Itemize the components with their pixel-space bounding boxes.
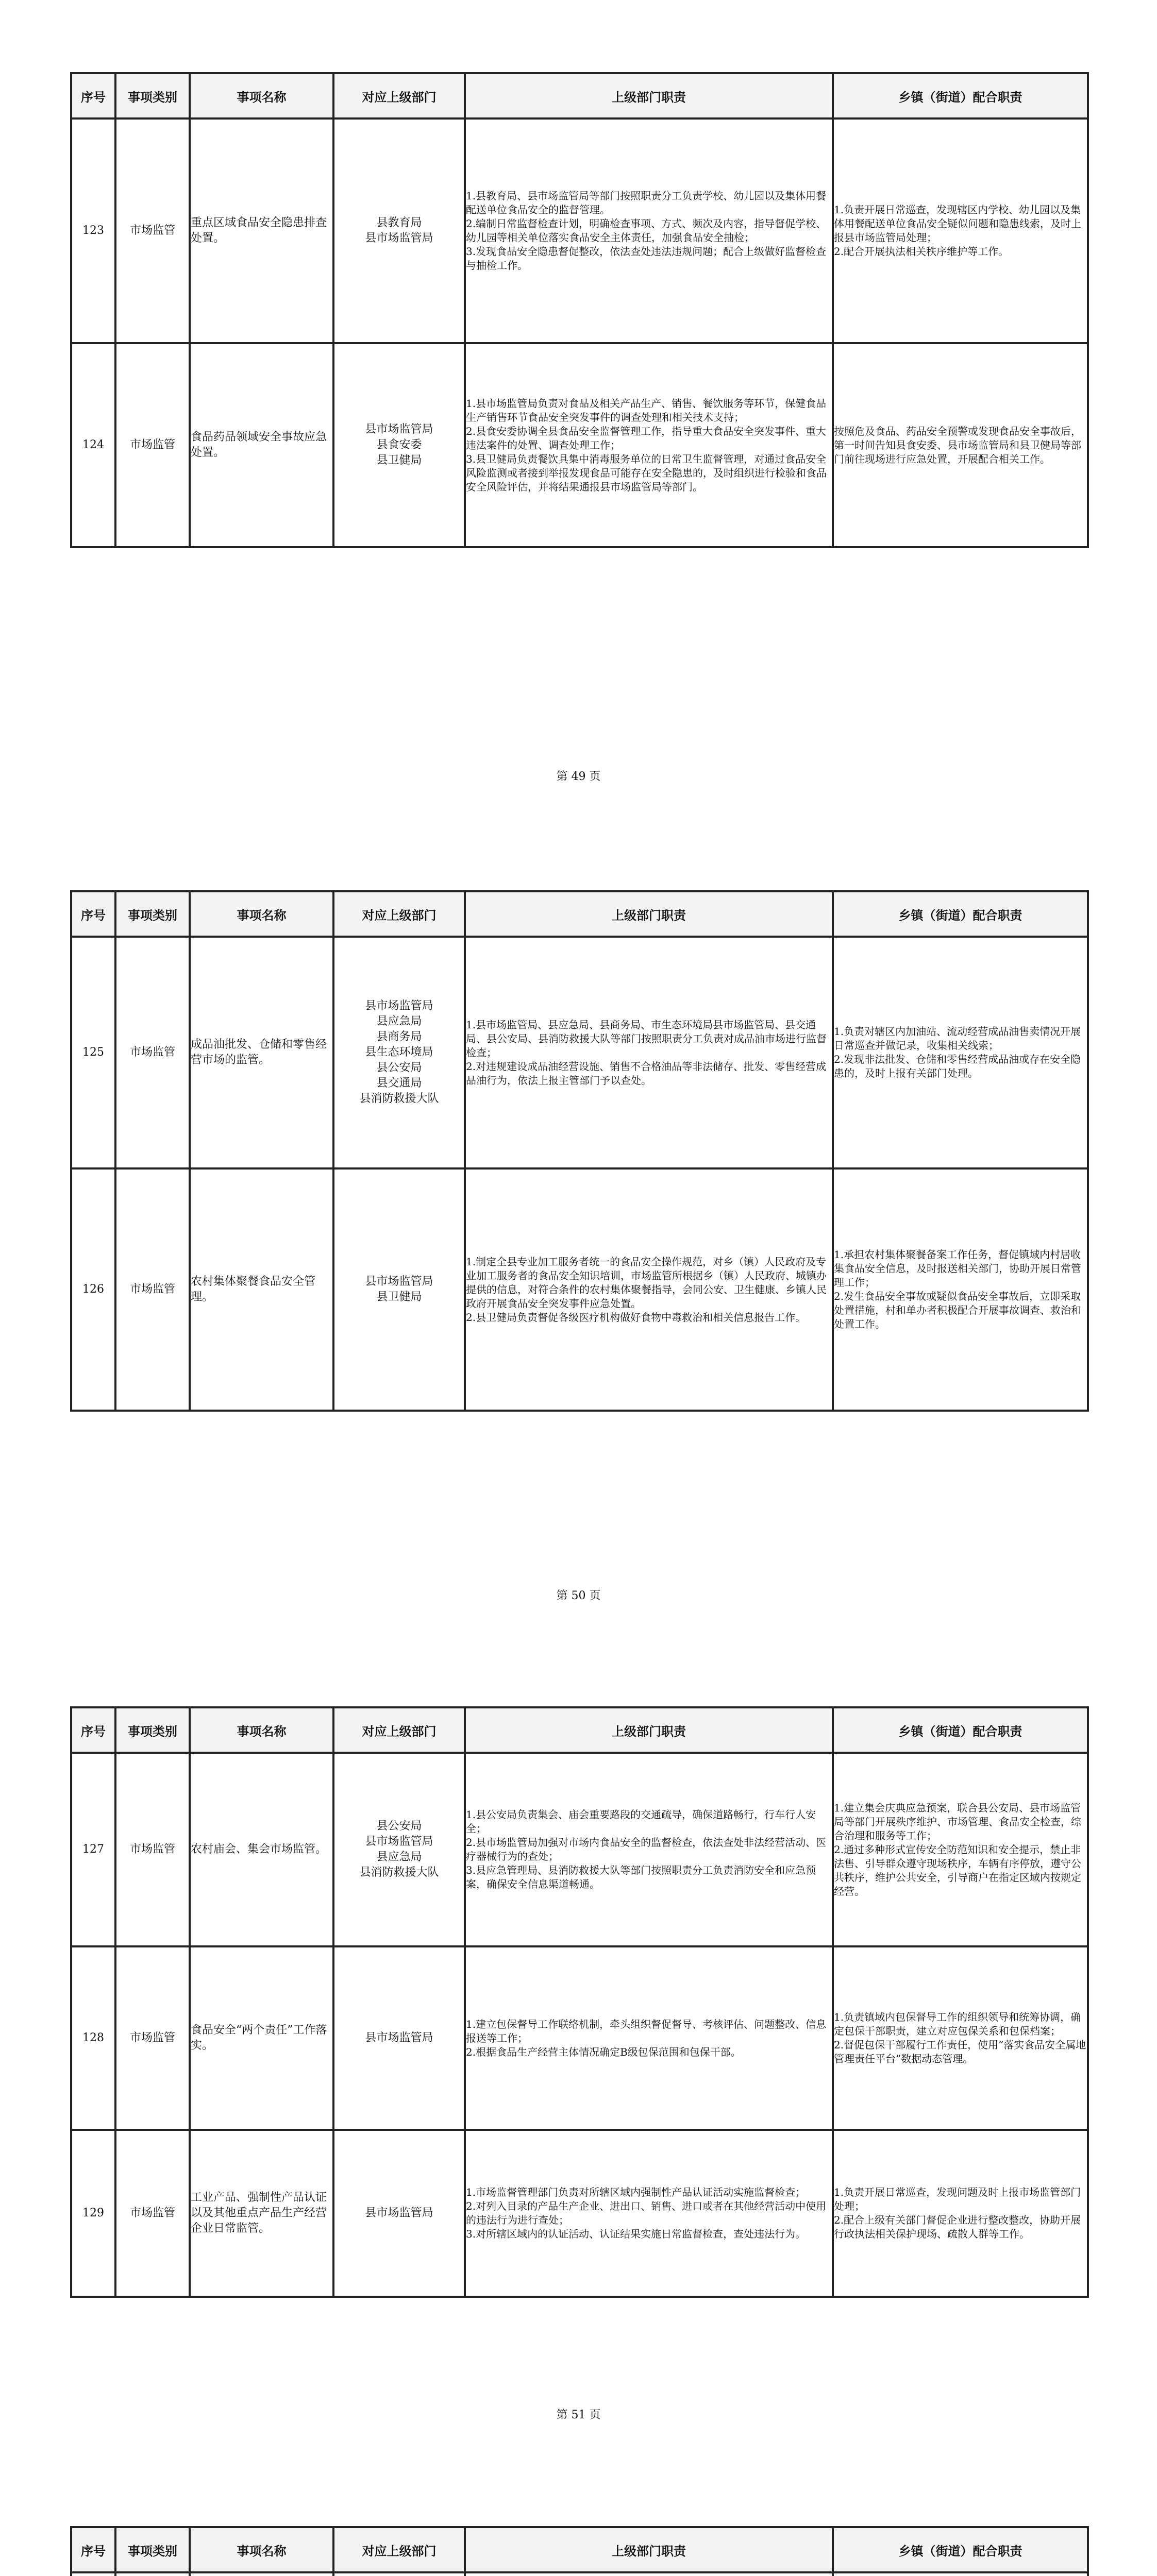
- duty-table: [70, 72, 1089, 548]
- header-name: 事项名称: [190, 73, 333, 118]
- page-number: 第 49 页: [556, 770, 601, 783]
- header-duty: 上级部门职责: [465, 73, 833, 118]
- row-category: 市场监管: [115, 937, 190, 1168]
- row-no: 125: [71, 937, 115, 1168]
- row-duty: 1.制定全县专业加工服务者统一的食品安全操作规范，对乡（镇）人民政府及专业加工服务者的食品安全知识培训，市场监管所根据乡（镇）人民政府、城镇办提供的信息，对符合条件的农村集体聚餐指导，会同公安、卫生健康、乡镇人民政府开展食品安全突发事件应急处置。 2.县卫健局负责督促各级医疗机构做好食物中毒救治和相关信息报告工作。: [465, 1168, 833, 1411]
- row-coop: 1.负责开展日常巡查，发现问题及时上报市场监管部门处理； 2.配合上级有关部门督促企业进行整改整改，协助开展行政执法相关保护现场、疏散人群等工作。: [833, 2130, 1088, 2297]
- header-coop: 乡镇（街道）配合职责: [833, 891, 1088, 937]
- row-coop: 1.负责开展日常巡查，发现辖区内学校、幼儿园以及集体用餐配送单位食品安全疑似问题和隐患线索，及时上报县市场监管局处理； 2.配合开展执法相关秩序维护等工作。: [833, 118, 1088, 343]
- header-dept: 对应上级部门: [333, 891, 465, 937]
- row-dept: [333, 2572, 465, 2576]
- header-no: 序号: [71, 891, 115, 937]
- row-item-name: 重点区域食品安全隐患排查处置。: [190, 118, 333, 343]
- header-name: 事项名称: [190, 2527, 333, 2572]
- row-no: 123: [71, 118, 115, 343]
- row-coop: 1.建立集会庆典应急预案，联合县公安局、县市场监管局等部门开展秩序维护、市场管理、食品安全检查，综合治理和服务等工作； 2.通过多种形式宣传安全防范知识和安全提示，禁止非法售、引导群众遵守现场秩序，车辆有序停放，遵守公共秩序，维护公共安全，引导商户在指定区域内按规定经营。: [833, 1753, 1088, 1946]
- row-coop: 1.负责对辖区内加油站、流动经营成品油售卖情况开展日常巡查并做记录，收集相关线索； 2.发现非法批发、仓储和零售经营成品油或存在安全隐患的，及时上报有关部门处理。: [833, 937, 1088, 1168]
- row-duty: 1.市场监督管理部门负责对所辖区域内强制性产品认证活动实施监督检查； 2.对列入目录的产品生产企业、进出口、销售、进口或者在其他经营活动中使用的违法行为进行查处； 3.对所辖区域内的认证活动、认证结果实施日常监督检查，查处违法行为。: [465, 2130, 833, 2297]
- row-no: 127: [71, 1753, 115, 1946]
- row-item-name: 食品安全“两个责任”工作落实。: [190, 1946, 333, 2130]
- table-row: [71, 118, 1088, 343]
- page-number: 第 51 页: [556, 2409, 601, 2421]
- header-category: 事项类别: [115, 73, 190, 118]
- table-row: [71, 1168, 1088, 1411]
- duty-table: [70, 890, 1089, 1412]
- row-dept: 县市场监管局: [333, 1946, 465, 2130]
- duty-table: [70, 1706, 1089, 2298]
- row-item-name: 食品药品领域安全事故应急处置。: [190, 343, 333, 547]
- header-coop: 乡镇（街道）配合职责: [833, 73, 1088, 118]
- row-coop: 按照危及食品、药品安全预警或发现食品安全事故后，第一时间告知县食安委、县市场监管局和县卫健局等部门前往现场进行应急处置，开展配合相关工作。: [833, 343, 1088, 547]
- row-category: 市场监管: [115, 1753, 190, 1946]
- table-row: [71, 937, 1088, 1168]
- row-duty: 1.县教育局、县市场监管局等部门按照职责分工负责学校、幼儿园以及集体用餐配送单位食品安全的监督管理。 2.编制日常监督检查计划，明确检查事项、方式、频次及内容，指导督促学校、幼儿园等相关单位落实食品安全主体责任，加强食品安全抽检； 3.发现食品安全隐患督促整改，依法查处违法违规问题；配合上级做好监督检查与抽检工作。: [465, 118, 833, 343]
- table-row: [71, 2572, 1088, 2576]
- duty-table: [70, 2526, 1089, 2576]
- row-coop: 1.承担农村集体聚餐备案工作任务，督促镇域内村居收集食品安全信息，及时报送相关部门，协助开展日常管理工作； 2.发生食品安全事故或疑似食品安全事故后，立即采取处置措施，村和单办者积极配合开展事故调查、救治和处置工作。: [833, 1168, 1088, 1411]
- header-no: 序号: [71, 73, 115, 118]
- row-item-name: [190, 2572, 333, 2576]
- table-row: [71, 1946, 1088, 2130]
- row-duty: 1.县市场监管局、县应急局、县商务局、市生态环境局县市场监管局、县交通局、县公安局、县消防救援大队等部门按照职责分工负责对成品油市场进行监督检查； 2.对违规建设成品油经营设施、销售不合格油品等非法储存、批发、零售经营成品油行为，依法上报主管部门予以查处。: [465, 937, 833, 1168]
- row-duty: 1.县市场监管局负责对食品及相关产品生产、销售、餐饮服务等环节，保健食品生产销售环节食品安全突发事件的调查处理和相关技术支持； 2.县食安委协调全县食品安全监督管理工作，指导重大食品安全突发事件、重大违法案件的处置、调查处理工作； 3.县卫健局负责餐饮具集中消毒服务单位的日常卫生监督管理，对通过食品安全风险监测或者接到举报发现食品可能存在安全隐患的，及时组织进行检验和食品安全风险评估，并将结果通报县市场监管局等部门。: [465, 343, 833, 547]
- table-row: [71, 2130, 1088, 2297]
- row-no: 126: [71, 1168, 115, 1411]
- row-dept: 县市场监管局 县应急局 县商务局 县生态环境局 县公安局 县交通局 县消防救援大队: [333, 937, 465, 1168]
- header-category: 事项类别: [115, 1707, 190, 1753]
- row-duty: [465, 2572, 833, 2576]
- row-dept: 县市场监管局 县卫健局: [333, 1168, 465, 1411]
- header-coop: 乡镇（街道）配合职责: [833, 2527, 1088, 2572]
- header-duty: 上级部门职责: [465, 2527, 833, 2572]
- page-number: 第 50 页: [556, 1589, 601, 1602]
- row-category: 市场监管: [115, 1168, 190, 1411]
- table-header-row: [71, 73, 1088, 118]
- row-coop: [833, 2572, 1088, 2576]
- row-no: 128: [71, 1946, 115, 2130]
- header-no: 序号: [71, 2527, 115, 2572]
- row-no: 124: [71, 343, 115, 547]
- row-dept: 县公安局 县市场监管局 县应急局 县消防救援大队: [333, 1753, 465, 1946]
- header-duty: 上级部门职责: [465, 1707, 833, 1753]
- row-dept: 县教育局 县市场监管局: [333, 118, 465, 343]
- header-no: 序号: [71, 1707, 115, 1753]
- table-row: [71, 343, 1088, 547]
- row-coop: 1.负责镇域内包保督导工作的组织领导和统筹协调，确定包保干部职责，建立对应包保关系和包保档案； 2.督促包保干部履行工作责任，使用“落实食品安全属地管理责任平台”数据动态管理。: [833, 1946, 1088, 2130]
- row-dept: 县市场监管局: [333, 2130, 465, 2297]
- row-item-name: 工业产品、强制性产品认证以及其他重点产品生产经营企业日常监管。: [190, 2130, 333, 2297]
- header-coop: 乡镇（街道）配合职责: [833, 1707, 1088, 1753]
- row-duty: 1.县公安局负责集会、庙会重要路段的交通疏导，确保道路畅行，行车行人安全； 2.县市场监管局加强对市场内食品安全的监督检查，依法查处非法经营活动、医疗器械行为的查处； 3.县应急管理局、县消防救援大队等部门按照职责分工负责消防安全和应急预案，确保安全信息渠道畅通。: [465, 1753, 833, 1946]
- table-header-row: [71, 891, 1088, 937]
- header-name: 事项名称: [190, 1707, 333, 1753]
- row-category: 市场监管: [115, 118, 190, 343]
- row-item-name: 农村庙会、集会市场监管。: [190, 1753, 333, 1946]
- row-duty: 1.建立包保督导工作联络机制，牵头组织督促督导、考核评估、问题整改、信息报送等工作； 2.根据食品生产经营主体情况确定B级包保范围和包保干部。: [465, 1946, 833, 2130]
- row-no: 129: [71, 2130, 115, 2297]
- row-category: 市场监管: [115, 343, 190, 547]
- header-dept: 对应上级部门: [333, 1707, 465, 1753]
- header-name: 事项名称: [190, 891, 333, 937]
- table-row: [71, 1753, 1088, 1946]
- row-category: 市场监管: [115, 2130, 190, 2297]
- table-header-row: [71, 2527, 1088, 2572]
- row-item-name: 成品油批发、仓储和零售经营市场的监管。: [190, 937, 333, 1168]
- row-category: 市场监管: [115, 1946, 190, 2130]
- row-no: [71, 2572, 115, 2576]
- header-category: 事项类别: [115, 2527, 190, 2572]
- header-duty: 上级部门职责: [465, 891, 833, 937]
- header-dept: 对应上级部门: [333, 2527, 465, 2572]
- header-category: 事项类别: [115, 891, 190, 937]
- row-dept: 县市场监管局 县食安委 县卫健局: [333, 343, 465, 547]
- row-category: [115, 2572, 190, 2576]
- row-item-name: 农村集体聚餐食品安全管理。: [190, 1168, 333, 1411]
- header-dept: 对应上级部门: [333, 73, 465, 118]
- table-header-row: [71, 1707, 1088, 1753]
